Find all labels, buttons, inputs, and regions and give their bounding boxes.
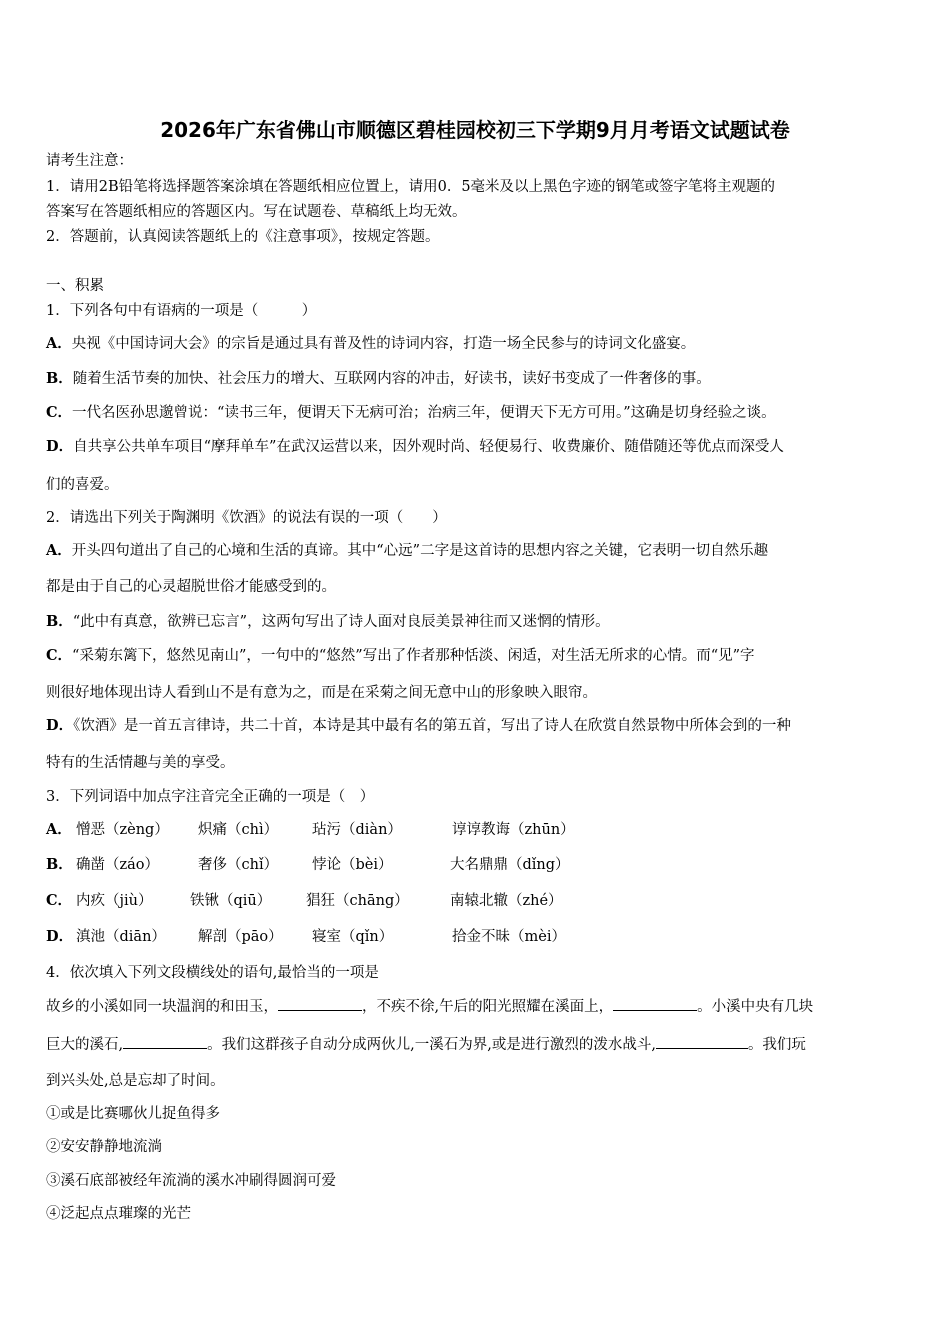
option-label: C． [46,404,73,421]
option-text: 开头四句道出了自己的心境和生活的真谛。其中“心远”二字是这首诗的思想内容之关键，它表明一切自然乐趣 [71,543,769,559]
question-stem: 3．下列词语中加点字注音完全正确的一项是（ ） [46,789,375,805]
option-label: A． [46,821,72,838]
passage-text: ，不疾不徐,午后的阳光照耀在溪面上， [362,999,614,1015]
passage-line: 到兴头处,总是忘却了时间。 [46,1073,225,1089]
fill-blank [656,1034,748,1049]
option-label: B． [46,613,73,630]
word-item: 憎恶（zèng） [76,822,169,838]
choice-item: ④泛起点点璀璨的光芒 [46,1206,191,1222]
fill-blank [123,1034,207,1049]
option-text: 央视《中国诗词大会》的宗旨是通过具有普及性的诗词内容，打造一场全民参与的诗词文化盛宴。 [71,336,696,352]
option-label: A． [46,335,72,352]
option-a [46,820,906,840]
passage-text: 。我们这群孩子自动分成两伙儿,一溪石为界,或是进行激烈的泼水战斗, [207,1037,656,1053]
word-item: 悖论（bèi） [312,857,393,873]
question-stem: 1．下列各句中有语病的一项是（ ） [46,303,317,319]
word-item: 南辕北辙（zhé） [450,893,563,909]
option-b [46,855,906,875]
passage-text: 。我们玩 [747,1037,806,1053]
option-label: D． [46,928,74,945]
option-a [46,541,768,561]
option-label: D． [46,717,74,734]
word-item: 谆谆教诲（zhūn） [452,822,575,838]
option-d [46,716,791,736]
word-item: 拾金不昧（mèi） [452,929,566,945]
notice-line: 2．答题前，认真阅读答题纸上的《注意事项》，按规定答题。 [46,229,440,245]
option-c [46,403,776,423]
option-label: C． [46,647,73,664]
word-item: 解剖（pāo） [198,929,283,945]
word-item: 大名鼎鼎（dǐng） [450,857,570,873]
passage-text: 故乡的小溪如同一块温润的和田玉， [46,999,278,1015]
option-text: “采菊东篱下，悠然见南山”，一句中的“悠然”写出了作者那种恬淡、闲适，对生活无所求的心情。而“见”字 [72,648,755,664]
option-text: 自共享公共单车项目“摩拜单车”在武汉运营以来，因外观时尚、轻便易行、收费廉价、随借随还等优点而深受人 [73,439,784,455]
option-label: A． [46,542,72,559]
option-a [46,334,695,354]
fill-blank [613,996,697,1011]
option-text: 《饮酒》是一首五言律诗，共二十首，本诗是其中最有名的第五首，写出了诗人在欣赏自然景物中所体会到的一种 [73,718,791,734]
option-text: “此中有真意，欲辨已忘言”，这两句写出了诗人面对良辰美景神往而又迷惘的情形。 [72,614,610,630]
option-label: B． [46,856,73,873]
word-item: 奢侈（chǐ） [198,857,279,873]
passage-text: 。小溪中央有几块 [697,999,814,1015]
option-b [46,612,610,632]
notice-line: 1．请用2B铅笔将选择题答案涂填在答题纸相应位置上，请用0．5毫米及以上黑色字迹的钢笔或签字笔将主观题的 [46,179,776,195]
question-stem: 4．依次填入下列文段横线处的语句,最恰当的一项是 [46,965,379,981]
word-item: 铁锹（qiū） [190,893,272,909]
option-label: B． [46,370,73,387]
option-label: C． [46,892,73,909]
word-item: 寝室（qǐn） [312,929,394,945]
option-d-cont: 特有的生活情趣与美的享受。 [46,755,235,771]
choice-item: ①或是比赛哪伙儿捉鱼得多 [46,1106,220,1122]
word-item: 滇池（diān） [76,929,166,945]
option-b [46,369,711,389]
passage-line [46,1034,806,1055]
word-item: 猖狂（chāng） [306,893,409,909]
fill-blank [278,996,362,1011]
page-title: 2026年广东省佛山市顺德区碧桂园校初三下学期9月月考语文试题试卷 [160,118,790,142]
option-text: 随着生活节奏的加快、社会压力的增大、互联网内容的冲击，好读书，读好书变成了一件奢侈的事。 [72,371,711,387]
option-a-cont: 都是由于自己的心灵超脱世俗才能感受到的。 [46,579,336,595]
section-heading: 一、积累 [46,278,104,294]
notice-line: 答案写在答题纸相应的答题区内。写在试题卷、草稿纸上均无效。 [46,204,467,220]
option-text: 一代名医孙思邈曾说：“读书三年，便谓天下无病可治；治病三年，便谓天下无方可用。”这确是切身经验之谈。 [72,405,776,421]
choice-item: ②安安静静地流淌 [46,1139,162,1155]
passage-line [46,996,813,1017]
option-c-cont: 则很好地体现出诗人看到山不是有意为之，而是在采菊之间无意中山的形象映入眼帘。 [46,685,597,701]
word-item: 炽痛（chì） [198,822,279,838]
word-item: 确凿（záo） [76,857,160,873]
choice-item: ③溪石底部被经年流淌的溪水冲刷得圆润可爱 [46,1173,336,1189]
word-item: 内疚（jiù） [76,893,153,909]
question-stem: 2．请选出下列关于陶渊明《饮酒》的说法有误的一项（ ） [46,510,447,526]
word-item: 玷污（diàn） [312,822,402,838]
option-d [46,927,906,947]
option-d-cont: 们的喜爱。 [46,477,119,493]
notice-heading: 请考生注意： [46,153,133,169]
option-c [46,646,755,666]
option-label: D． [46,438,74,455]
option-d [46,437,784,457]
passage-text: 巨大的溪石, [46,1037,124,1053]
option-c [46,891,906,911]
